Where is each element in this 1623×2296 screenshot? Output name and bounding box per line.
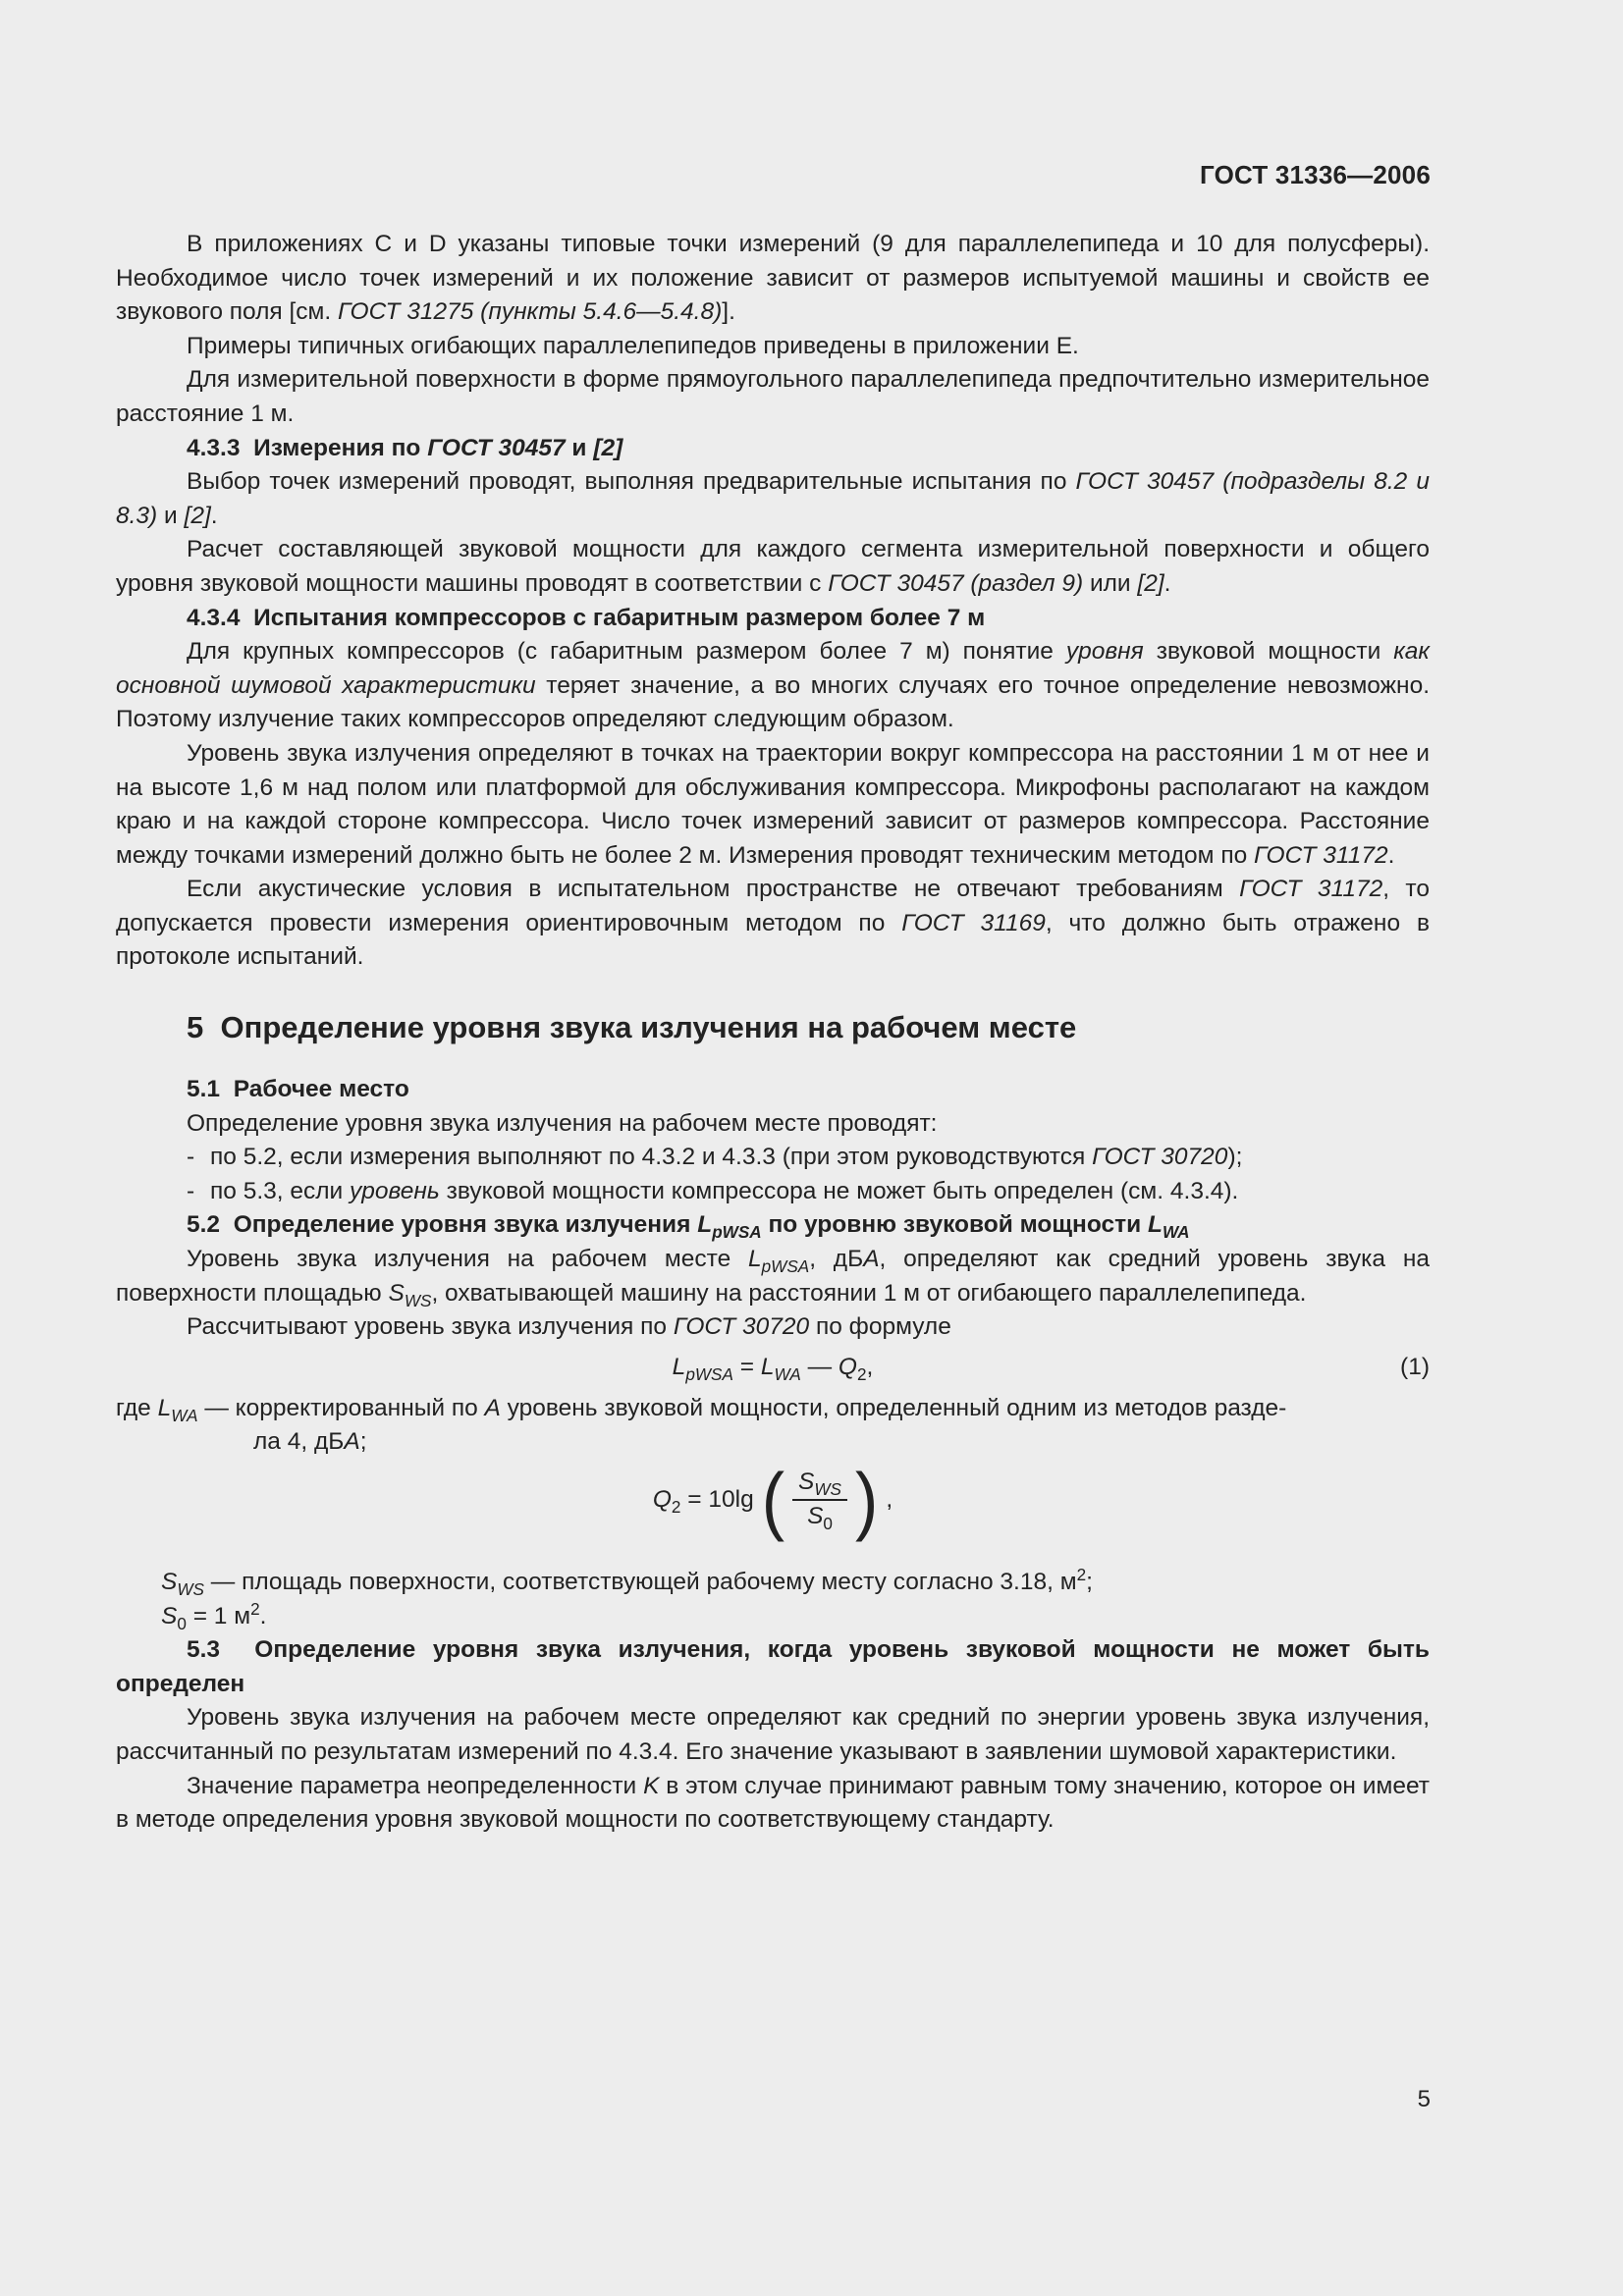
- text: .: [1387, 841, 1395, 869]
- paragraph: [116, 533, 1430, 601]
- paragraph: [116, 465, 1430, 533]
- emphasis: уровня: [1065, 638, 1144, 666]
- formula-1: [116, 1351, 1430, 1388]
- math-operator: —: [800, 1353, 839, 1380]
- text: звуковой мощности компрессора не может быть определен (см. 4.3.4).: [439, 1177, 1239, 1204]
- formula-lhs: [653, 1483, 754, 1518]
- math-symbol: S: [161, 1602, 178, 1629]
- section-number: 5: [187, 1010, 204, 1045]
- text: Значение параметра неопределенности: [187, 1772, 644, 1799]
- paragraph: [116, 228, 1430, 330]
- text: по формуле: [809, 1313, 951, 1341]
- math-superscript: 2: [1076, 1564, 1087, 1584]
- heading-text: Испытания компрессоров с габаритным размером более 7 м: [253, 604, 986, 631]
- fraction-denominator: [807, 1501, 833, 1532]
- math-symbol: Q: [652, 1485, 672, 1513]
- standard-reference: ГОСТ 31169: [901, 909, 1046, 936]
- heading-number: 5.2: [187, 1211, 221, 1239]
- math-subscript: WS: [177, 1578, 204, 1599]
- heading-text: по уровню звуковой мощности: [761, 1211, 1148, 1239]
- text: .: [259, 1602, 267, 1629]
- formula-expression: [652, 1458, 893, 1542]
- math-symbol: S: [388, 1279, 405, 1307]
- list-item: [116, 1175, 1430, 1209]
- formula-2: [116, 1458, 1430, 1556]
- text: ].: [722, 298, 735, 326]
- math-symbol: L: [760, 1353, 775, 1380]
- left-parenthesis: (: [761, 1458, 785, 1542]
- subsection-heading-5-2: [116, 1208, 1430, 1243]
- paragraph: Определение уровня звука излучения на рабочем месте проводят:: [187, 1109, 938, 1137]
- math-symbol: L: [748, 1246, 762, 1273]
- math-subscript: pWSA: [761, 1255, 810, 1276]
- math-subscript: WA: [1162, 1222, 1190, 1243]
- document-header: ГОСТ 31336—2006: [1200, 160, 1431, 189]
- math-symbol: S: [161, 1569, 178, 1595]
- text: уровень звуковой мощности, определенный одним из методов разде-: [500, 1394, 1287, 1421]
- math-symbol: L: [157, 1394, 172, 1421]
- text: и: [157, 502, 185, 529]
- subsection-heading-5-3: [116, 1633, 1430, 1701]
- document-body: [116, 228, 1430, 1838]
- text: ;: [359, 1428, 367, 1456]
- text: или: [1083, 569, 1138, 597]
- standard-reference: ГОСТ 30720: [1092, 1144, 1228, 1171]
- text: Рассчитывают уровень звука излучения по: [187, 1313, 674, 1341]
- paragraph: [116, 1310, 1430, 1345]
- math-punct: ,: [886, 1485, 893, 1513]
- text-continuation: [116, 1425, 1430, 1460]
- math-symbol: S: [798, 1468, 815, 1495]
- math-symbol: S: [807, 1503, 824, 1529]
- math-symbol: А: [484, 1394, 501, 1421]
- text: , дБ: [809, 1246, 864, 1273]
- formula-number: (1): [1400, 1353, 1430, 1380]
- math-symbol: Q: [838, 1353, 857, 1380]
- standard-reference: ГОСТ 30457 (подразделы 8.2 и 8.3): [116, 468, 1430, 529]
- text: В приложениях С и D указаны типовые точки измерений (9 для параллелепипеда и 10 для полусферы). Необходимое число точек измерений и их положение зависит от размеров испытуемой машины и свойств ее звукового поля [см.: [116, 231, 1430, 326]
- math-operator: =: [732, 1353, 761, 1380]
- text: звуковой мощности: [1143, 638, 1394, 666]
- standard-reference: ГОСТ 30720: [673, 1313, 810, 1341]
- math-symbol: L: [1147, 1211, 1163, 1239]
- text: по 5.2, если измерения выполняют по 4.3.2 и 4.3.3 (при этом руководствуются: [210, 1144, 1093, 1171]
- paragraph: [116, 737, 1430, 873]
- text: Расчет составляющей звуковой мощности для каждого сегмента измерительной поверхности и общего уровня звуковой мощности машины проводят в соответствии с: [116, 536, 1430, 597]
- text: Для крупных компрессоров (с габаритным размером более 7 м) понятие: [187, 638, 1066, 666]
- standard-reference: ГОСТ 31275 (пункты 5.4.6—5.4.8): [338, 298, 723, 326]
- subsection-heading-4-3-3: [116, 432, 1430, 466]
- text: .: [210, 502, 218, 529]
- math-subscript: pWSA: [712, 1222, 762, 1243]
- paragraph: [116, 1770, 1430, 1838]
- text: Уровень звука излучения на рабочем месте: [187, 1246, 748, 1273]
- standard-reference: ГОСТ 31172: [1239, 876, 1383, 903]
- list-item: [116, 1141, 1430, 1175]
- text: Выбор точек измерений проводят, выполняя предварительные испытания по: [187, 468, 1076, 496]
- math-symbol: L: [697, 1211, 713, 1239]
- text: , определяют как средний уровень звука на поверхности площадью: [116, 1246, 1430, 1307]
- math-subscript: WA: [171, 1405, 198, 1425]
- standard-reference: ГОСТ 31172: [1254, 841, 1388, 869]
- math-subscript: WS: [814, 1478, 841, 1499]
- text: Если акустические условия в испытательном пространстве не отвечают требованиям: [187, 876, 1240, 903]
- text: ла 4, дБ: [253, 1428, 345, 1456]
- list-bullet: -: [187, 1177, 195, 1204]
- subsection-heading-5-1: [116, 1073, 1430, 1107]
- standard-reference: ГОСТ 30457 (раздел 9): [828, 569, 1084, 597]
- standard-reference: [2]: [1137, 569, 1164, 597]
- section-title: Определение уровня звука излучения на рабочем месте: [220, 1010, 1077, 1045]
- heading-number: 4.3.3: [187, 434, 241, 461]
- math-subscript: 2: [856, 1363, 867, 1384]
- paragraph: Для измерительной поверхности в форме прямоугольного параллелепипеда предпочтительно измерительное расстояние 1 м.: [116, 366, 1430, 427]
- fraction: [792, 1468, 847, 1532]
- formula-expression: [673, 1351, 874, 1385]
- text: , то допускается провести измерения ориентировочным методом по: [116, 876, 1431, 936]
- definition-s0: [116, 1600, 1430, 1634]
- paragraph: Уровень звука излучения на рабочем месте определяют как средний по энергии уровень звука излучения, рассчитанный по результатам измерений по 4.3.4. Его значение указывают в заявлении шумовой характеристики.: [116, 1704, 1430, 1765]
- subsection-heading-4-3-4: [116, 602, 1430, 636]
- math-subscript: WS: [404, 1290, 432, 1310]
- math-superscript: 2: [250, 1598, 260, 1619]
- math-symbol: А: [344, 1428, 360, 1456]
- standard-reference: [2]: [184, 502, 211, 529]
- math-subscript: 2: [671, 1496, 681, 1517]
- page-number: 5: [1417, 2086, 1431, 2112]
- math-subscript: pWSA: [685, 1363, 733, 1384]
- paragraph: [116, 873, 1430, 975]
- definition-sws: [116, 1566, 1430, 1600]
- text: , охватывающей машину на расстоянии 1 м от огибающего параллелепипеда.: [431, 1279, 1307, 1307]
- heading-text: Измерения по: [253, 434, 428, 461]
- standard-reference: [2]: [593, 434, 623, 461]
- emphasis: как основной шумовой характеристики: [116, 638, 1430, 699]
- math-subscript: 0: [823, 1513, 833, 1533]
- text: .: [1163, 569, 1171, 597]
- text: Уровень звука излучения определяют в точках на траектории вокруг компрессора на расстоянии 1 м от нее и на высоте 1,6 м над полом или платформой для обслуживания компрессора. Микрофоны располагают на каждом краю и на каждой стороне компрессора. Число точек измерений зависит от размеров компрессора. Расстояние между точками измерений должно быть не более 2 м. Измерения проводят техническим методом по: [116, 739, 1430, 869]
- text: );: [1227, 1144, 1243, 1171]
- text: — корректированный по: [197, 1394, 485, 1421]
- text: где: [116, 1394, 158, 1421]
- math-symbol: K: [643, 1772, 660, 1799]
- math-symbol: А: [863, 1246, 880, 1273]
- heading-text: Определение уровня звука излучения: [233, 1211, 698, 1239]
- paragraph: Примеры типичных огибающих параллелепипедов приведены в приложении Е.: [187, 332, 1079, 359]
- text: — площадь поверхности, соответствующей рабочему месту согласно 3.18, м: [203, 1569, 1077, 1595]
- right-parenthesis: ): [855, 1458, 879, 1542]
- text: в этом случае принимают равным тому значению, которое он имеет в методе определения уровня звуковой мощности по соответствующему стандарту.: [116, 1772, 1430, 1834]
- text: ;: [1086, 1569, 1093, 1595]
- text: теряет значение, а во многих случаях его точное определение невозможно. Поэтому излучение таких компрессоров определяют следующим образом.: [116, 671, 1431, 733]
- formula-explanation: [116, 1392, 1430, 1460]
- paragraph: [116, 635, 1430, 737]
- math-punct: ,: [866, 1353, 874, 1380]
- heading-text: Рабочее место: [233, 1076, 409, 1103]
- text: и: [565, 434, 594, 461]
- text: по 5.3, если: [210, 1177, 351, 1204]
- section-heading-5: [116, 1008, 1430, 1047]
- fraction-numerator: [792, 1468, 847, 1501]
- emphasis: уровень: [350, 1177, 440, 1204]
- math-operator: = 10lg: [680, 1485, 754, 1513]
- heading-number: 5.1: [187, 1076, 221, 1103]
- text: = 1 м: [186, 1602, 251, 1629]
- paragraph: [116, 1243, 1430, 1310]
- heading-number: 4.3.4: [187, 604, 241, 631]
- math-subscript: 0: [177, 1613, 187, 1633]
- math-symbol: L: [672, 1353, 686, 1380]
- list-bullet: -: [187, 1144, 195, 1171]
- math-subscript: WA: [774, 1363, 801, 1384]
- heading-text: Определение уровня звука излучения, когда уровень звуковой мощности не может быть определен: [116, 1636, 1430, 1697]
- standard-reference: ГОСТ 30457: [427, 434, 566, 461]
- text: , что должно быть отражено в протоколе испытаний.: [116, 909, 1430, 971]
- heading-number: 5.3: [187, 1636, 221, 1664]
